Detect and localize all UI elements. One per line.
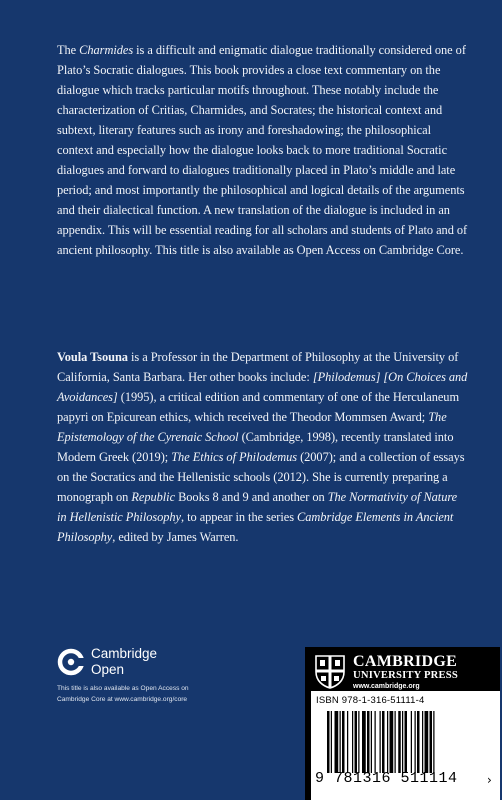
arrow-icon: › [487,773,492,787]
bio-book-title: The Ethics of Philodemus [171,450,298,464]
bio-text: , edited by James Warren. [112,530,239,544]
description-text: The [57,43,80,57]
bio-text: (1995), a critical edition and commentary of one of the Herculaneum papyri on Epicurean ethics, which received the Theodor Mommsen Award; [57,390,460,424]
bio-book-title: [Philodemus] [On Choices and Avoidances] [57,370,468,404]
university-crest-icon [315,655,345,689]
bio-series-title: Cambridge Elements in Ancient Philosophy [57,510,454,544]
bio-text: (2007); and a collection of essays on the Socratics and the Hellenistic schools (2012). She is currently preparing a monograph on [57,450,465,504]
publisher-line-2: UNIVERSITY PRESS [353,670,458,681]
book-description [57,40,469,260]
publisher-url: www.cambridge.org [353,683,420,690]
open-access-icon [57,648,85,676]
isbn-barcode-panel [311,691,500,800]
note-line-1: This title is also available as Open Access on [57,685,189,692]
bio-text: is a Professor in the Department of Philosophy at the University of California, Santa Barbara. Her other books include: [57,350,459,384]
note-line-2: Cambridge Core at www.cambridge.org/core [57,696,188,703]
description-text-rest: is a difficult and enigmatic dialogue traditionally considered one of Plato’s Socratic dialogues. This book provides a close text commentary on the dialogue which tracks particular motifs throughout. These notably include the characterization of Critias, Charmides, and Socrates; the historical context and subtext, literary features such as irony and foreshadowing; the philosophical context and especially how the dialogue looks back to more traditional Socratic dialogues and forward to dialogues traditionally placed in Plato’s middle and late period; and most importantly the philosophical and logical details of the arguments and their dialectical function. A new translation of the dialogue is included in an appendix. This will be essential reading for all scholars and students of Plato and of ancient philosophy. This title is also available as Open Access on Cambridge Core. [57,43,468,257]
cambridge-open-wordmark [91,646,157,678]
wordmark-line-1: Cambridge [91,646,158,661]
bio-book-title: The Normativity of Nature in Hellenistic Philosophy [57,490,458,524]
author-name: Voula Tsouna [57,350,128,364]
open-access-note [57,683,257,705]
barcode-digits: 9 781316 511114 [315,770,458,787]
cambridge-open-logo [57,646,157,678]
barcode-icon [327,711,477,773]
bio-text: , to appear in the series [181,510,298,524]
bio-text: (Cambridge, 1998), recently translated into Modern Greek (2019); [57,430,454,464]
isbn-label: ISBN 978-1-316-51111-4 [316,695,425,706]
description-title-italic: Charmides [79,43,134,57]
wordmark-line-2: Open [91,662,125,677]
publisher-name [353,653,458,692]
bio-book-title: The Epistemology of the Cyrenaic School [57,410,447,444]
publisher-line-1: CAMBRIDGE [353,653,458,670]
bio-book-title: Republic [131,490,176,504]
bio-text: Books 8 and 9 and another on [175,490,328,504]
author-bio [57,347,469,547]
